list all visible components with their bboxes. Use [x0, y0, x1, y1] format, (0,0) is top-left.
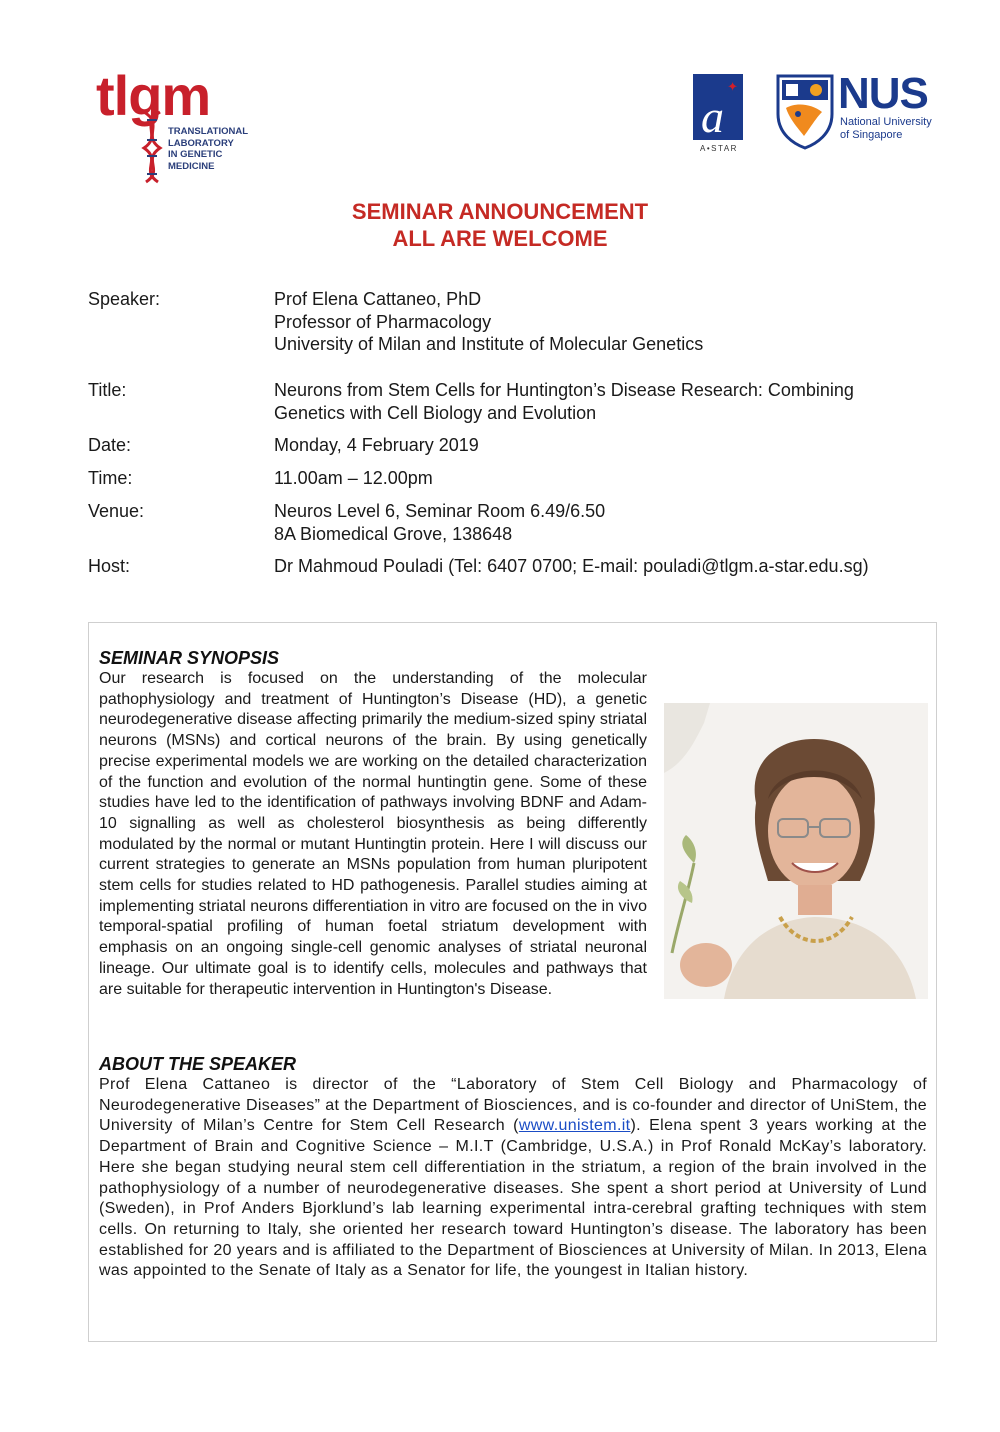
tlgm-subtitle-line: LABORATORY: [168, 137, 234, 149]
speaker-position: Professor of Pharmacology: [274, 311, 492, 332]
speaker-affiliation: University of Milan and Institute of Molecular Genetics: [274, 334, 704, 354]
venue-line: 8A Biomedical Grove, 138648: [274, 523, 513, 544]
host-text: Dr Mahmoud Pouladi (Tel: 6407 0700; E-mail: pouladi@tlgm.a-star.edu.sg): [274, 556, 869, 576]
date-label: Date:: [88, 435, 132, 455]
speaker-value: [274, 288, 954, 356]
nus-logo: [776, 69, 946, 154]
speaker-photo: [664, 703, 928, 999]
synopsis-title: SEMINAR SYNOPSIS: [99, 648, 280, 668]
nus-subtitle: [840, 116, 932, 142]
synopsis-text: Our research is focused on the understanding of the molecular pathophysiology and treatment of Huntington’s Disease (HD), a genetic neurodegenerative disease affecting primarily the medium-sized spiny striatal neurons (MSNs) and cortical neurons of the brain. By using genetically precise experimental models we are working on the detailed characterization of the function and evolution of the normal huntingtin gene. Some of these studies have led to the identification of pathways involving BDNF and Adam-10 signalling as well as cholesterol biosynthesis as being differently modulated by the normal or mutant Huntingtin protein. Here I will discuss our current strategies to generate an MSNs population from human pluripotent stem cells for studies related to HD pathogenesis. Parallel studies aiming at implementing striatal neurons differentiation in vitro are focused on the in vivo temporal-spatial profiling of human foetal striatum development with emphasis on an ongoing single-cell genomic analyses of striatal neuronal lineage. Our ultimate goal is to identify cells, molecules and pathways that are suitable for therapeutic intervention in Huntington's Disease.: [99, 670, 647, 998]
tlgm-wordmark: tlgm: [96, 64, 211, 127]
tlgm-logo: [96, 66, 266, 186]
tlgm-subtitle: [168, 126, 248, 172]
venue-value: [274, 500, 954, 545]
about-text-part-2: ). Elena spent 3 years working at the Department of Brain and Cognitive Science – M.I.T (Cambridge, U.S.A.) in Prof Ronald McKay’s laboratory. Here she began studying neural stem cell differentiation in the striatum, a region of the brain involved in the pathophysiology of a number of neurodegenerative diseases. She spent a short period at University of Lund (Sweden), in Prof Anders Bjorklund’s lab learning experimental intra-cerebral grafting techniques with stem cells. On returning to Italy, she oriented her research toward Huntington’s disease. The laboratory has been established for 20 years and is affiliated to the Department of Biosciences at University of Milan. In 2013, Elena was appointed to the Senate of Italy as a Senator for life, the youngest in Italian history.: [99, 1117, 927, 1280]
about-title: ABOUT THE SPEAKER: [99, 1054, 297, 1074]
nus-subtitle-line: National University: [840, 116, 932, 128]
title-value: [274, 379, 954, 424]
tlgm-subtitle-line: TRANSLATIONAL: [168, 126, 249, 137]
nus-crest-icon: [776, 74, 834, 150]
time-text: 11.00am – 12.00pm: [274, 468, 433, 488]
date-value: [274, 434, 954, 457]
title-line: Genetics with Cell Biology and Evolution: [274, 402, 597, 423]
astar-logo: [693, 74, 745, 154]
about-text: [99, 1075, 927, 1282]
dna-helix-icon: [138, 110, 168, 184]
time-value: [274, 467, 954, 490]
host-value: [274, 555, 954, 578]
heading-line-1: SEMINAR ANNOUNCEMENT: [351, 199, 649, 224]
tlgm-subtitle-line: MEDICINE: [168, 160, 215, 172]
speaker-label: Speaker:: [88, 289, 161, 309]
title-line: Neurons from Stem Cells for Huntington’s Disease Research: Combining: [274, 380, 854, 400]
heading-line-2: ALL ARE WELCOME: [392, 226, 608, 251]
title-label: Title:: [88, 380, 127, 400]
venue-label: Venue:: [88, 501, 145, 521]
astar-caption: A•STAR: [700, 144, 738, 153]
nus-subtitle-line: of Singapore: [840, 129, 903, 141]
venue-line: Neuros Level 6, Seminar Room 6.49/6.50: [274, 501, 606, 521]
date-text: Monday, 4 February 2019: [274, 435, 479, 455]
announcement-heading: [0, 198, 1000, 252]
host-label: Host:: [88, 556, 131, 576]
speaker-name: Prof Elena Cattaneo, PhD: [274, 289, 482, 309]
about-text-part-1: Prof Elena Cattaneo is director of the “Laboratory of Stem Cell Biology and Pharmacology of Neurodegenerative Diseases” at the Department of Biosciences, and is co-founder and director of UniStem, the University of Milan’s Centre for Stem Cell Research (: [99, 1076, 927, 1135]
star-icon: ✦: [727, 79, 738, 94]
astar-letter: a: [701, 91, 724, 142]
time-label: Time:: [88, 468, 133, 488]
synopsis-box: [88, 622, 937, 1342]
tlgm-subtitle-line: IN GENETIC: [168, 149, 223, 160]
nus-wordmark: NUS: [838, 69, 928, 118]
unistem-link[interactable]: www.unistem.it: [518, 1117, 631, 1135]
astar-emblem: [693, 74, 743, 140]
